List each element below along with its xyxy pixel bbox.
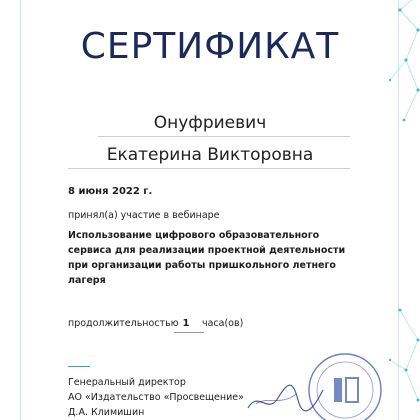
signatory-name: Д.А. Климишин [68,407,145,418]
surname-underline [98,136,350,137]
duration-unit: часа(ов) [202,318,244,329]
topic-line: Использование цифрового образовательного [68,230,320,241]
topic-line: при организации работы пришкольного летнего [68,260,336,271]
name-underline [68,168,350,169]
webinar-topic [68,228,368,288]
certificate-title: СЕРТИФИКАТ [80,26,340,67]
signatory-organization: АО «Издательство «Просвещение» [68,392,244,403]
topic-line: лагеря [68,275,106,286]
signatory-position: Генеральный директор [68,377,186,388]
topic-line: сервиса для реализации проектной деятельности [68,245,346,256]
duration-underline [174,332,204,333]
webinar-date: 8 июня 2022 г. [68,186,153,197]
participation-text: принял(а) участие в вебинаре [68,210,220,221]
duration-label: продолжительностью [68,318,179,329]
recipient-given-names: Екатерина Викторовна [106,145,314,165]
duration-value: 1 [182,318,190,329]
director-signature-icon [238,360,328,420]
recipient-surname: Онуфриевич [153,113,267,133]
signature-accent-line [68,366,90,367]
